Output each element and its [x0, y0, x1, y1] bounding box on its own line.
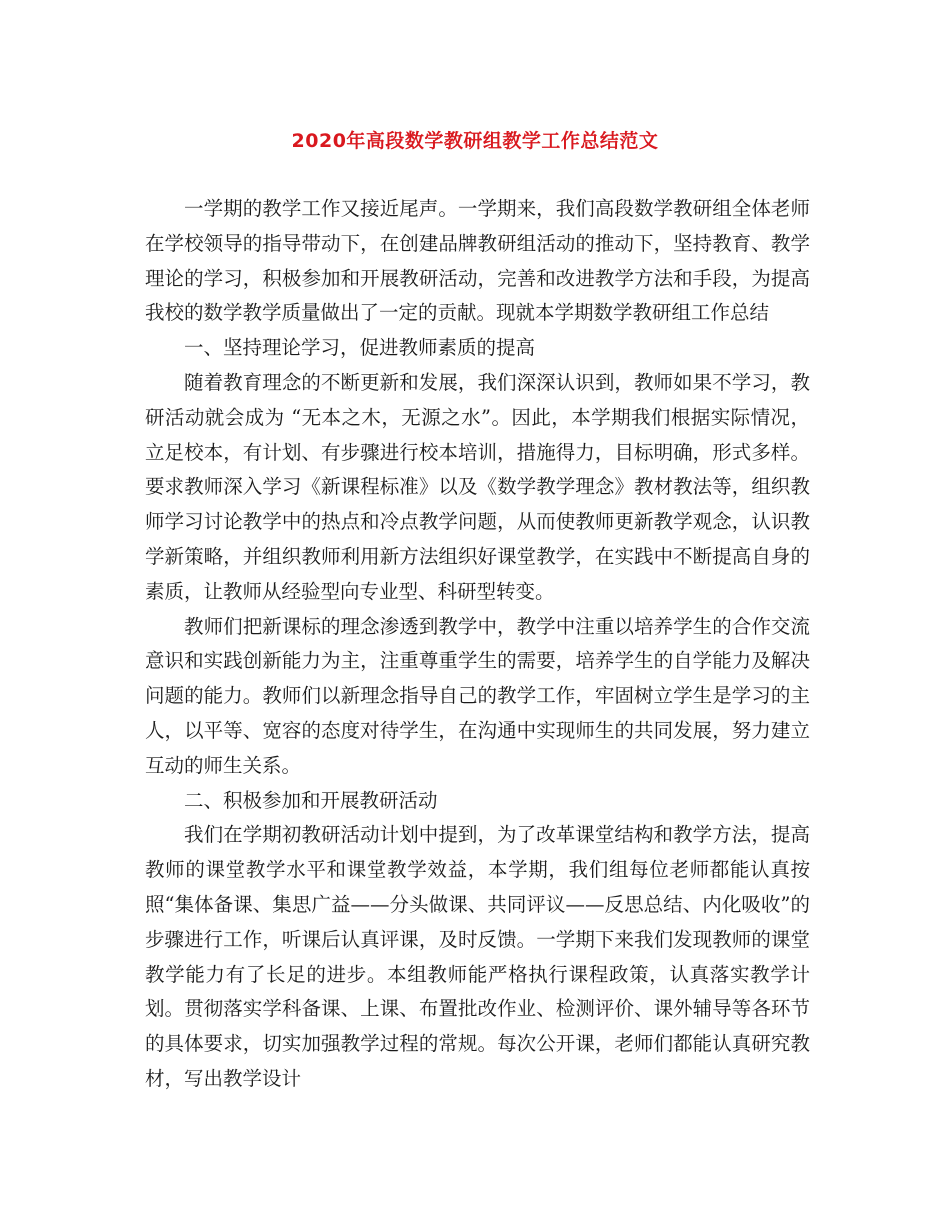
section-2-paragraph-1: 我们在学期初教研活动计划中提到，为了改革课堂结构和教学方法，提高教师的课堂教学水平和课堂教学效益，本学期，我们组每位老师都能认真按照“集体备课、集思广益——分头做课、共同评议——反思总结、内化吸收”的步骤进行工作，听课后认真评课，及时反馈。一学期下来我们发现教师的课堂教学能力有了长足的进步。本组教师能严格执行课程政策，认真落实教学计划。贯彻落实学科备课、上课、布置批改作业、检测评价、课外辅导等各环节的具体要求，切实加强教学过程的常规。每次公开课，老师们都能认真研究教材，写出教学设计 — [145, 823, 810, 1090]
section-heading-1: 一、坚持理论学习，促进教师素质的提高 — [184, 336, 536, 360]
section-heading-2: 二、积极参加和开展教研活动 — [184, 788, 438, 812]
intro-paragraph: 一学期的教学工作又接近尾声。一学期来，我们高段数学教研组全体老师在学校领导的指导带动下，在创建品牌教研组活动的推动下，坚持教育、教学理论的学习，积极参加和开展教研活动，完善和改进教学方法和手段，为提高我校的数学教学质量做出了一定的贡献。现就本学期数学教研组工作总结 — [145, 197, 810, 325]
section-1-paragraph-1: 随着教育理念的不断更新和发展，我们深深认识到，教师如果不学习，教研活动就会成为 “无本之木，无源之水”。因此，本学期我们根据实际情况，立足校本，有计划、有步骤进行校本培训，措施得力，目标明确，形式多样。要求教师深入学习《新课程标准》以及《数学教学理念》教材教法等，组织教师学习讨论教学中的热点和冷点教学问题，从而使教师更新教学观念，认识教学新策略，并组织教师利用新方法组织好课堂教学，在实践中不断提高自身的素质，让教师从经验型向专业型、科研型转变。 — [145, 370, 810, 603]
section-1-paragraph-2: 教师们把新课标的理念渗透到教学中，教学中注重以培养学生的合作交流意识和实践创新能力为主，注重尊重学生的需要，培养学生的自学能力及解决问题的能力。教师们以新理念指导自己的教学工作，牢固树立学生是学习的主人，以平等、宽容的态度对待学生，在沟通中实现师生的共同发展，努力建立互动的师生关系。 — [145, 614, 810, 777]
document-body — [145, 192, 810, 1097]
document-title: 2020年高段数学教研组教学工作总结范文 — [291, 130, 659, 152]
